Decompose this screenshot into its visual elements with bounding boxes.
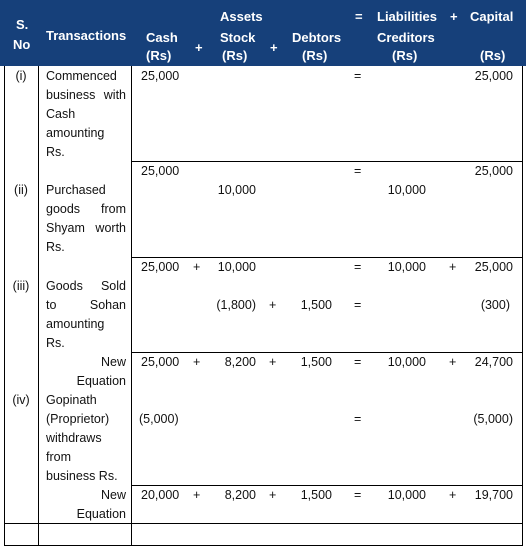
- equals-sign: =: [354, 412, 362, 426]
- row-number: (i): [15, 69, 27, 83]
- header-plus-stock: +: [195, 40, 203, 55]
- header-plus: +: [450, 9, 458, 24]
- plus-sign: +: [193, 488, 201, 502]
- new-equation-label: New Equation: [76, 355, 126, 388]
- plus-sign: +: [269, 488, 277, 502]
- row-number: (ii): [14, 183, 28, 197]
- capital-cell: 25,000: [474, 69, 513, 83]
- header-stock: Stock: [220, 30, 256, 45]
- equals-sign: =: [354, 164, 362, 178]
- header-cash-rs: (Rs): [146, 48, 172, 63]
- creditors-cell: 10,000: [387, 355, 426, 369]
- cash-cell: 25,000: [141, 260, 180, 274]
- header-plus-debtors: +: [270, 40, 278, 55]
- capital-cell: (5,000): [473, 412, 513, 426]
- plus-sign: +: [193, 260, 201, 274]
- header-debtors: Debtors: [292, 30, 342, 45]
- debtors-cell: 1,500: [300, 298, 332, 312]
- header-transactions: Transactions: [46, 28, 127, 43]
- plus-sign: +: [193, 355, 201, 369]
- header-creditors: Creditors: [377, 30, 435, 45]
- creditors-cell: 10,000: [387, 260, 426, 274]
- grid-line: [522, 66, 523, 545]
- transaction-text: Gopinath (Proprietor) withdraws from business Rs.: [46, 393, 118, 483]
- plus-sign: +: [269, 298, 277, 312]
- capital-cell: (300): [480, 298, 510, 312]
- plus-sign: +: [449, 488, 457, 502]
- header-capital-rs: (Rs): [480, 48, 506, 63]
- header-liabilities: Liabilities: [377, 9, 437, 24]
- plus-sign: +: [449, 355, 457, 369]
- header-cash: Cash: [146, 30, 178, 45]
- creditors-cell: 10,000: [387, 488, 426, 502]
- equals-sign: =: [354, 260, 362, 274]
- stock-cell: 10,000: [217, 183, 256, 197]
- header-sno-line1: S.: [16, 17, 29, 32]
- header-sno-line2: No: [13, 37, 31, 52]
- header-stock-rs: (Rs): [222, 48, 248, 63]
- cash-cell: (5,000): [139, 412, 179, 426]
- stock-cell: 10,000: [217, 260, 256, 274]
- header-equals: =: [355, 9, 363, 24]
- cash-cell: 25,000: [141, 164, 180, 178]
- capital-cell: 19,700: [474, 488, 513, 502]
- plus-sign: +: [269, 355, 277, 369]
- header-creditors-rs: (Rs): [392, 48, 418, 63]
- cash-cell: 20,000: [141, 488, 180, 502]
- header-debtors-rs: (Rs): [302, 48, 328, 63]
- grid-line: [38, 66, 39, 545]
- row-number: (iii): [12, 279, 30, 293]
- cash-cell: 25,000: [141, 69, 180, 83]
- capital-cell: 24,700: [474, 355, 513, 369]
- transaction-text: Goods Sold to Sohan amounting Rs.: [46, 279, 126, 350]
- capital-cell: 25,000: [474, 260, 513, 274]
- grid-line: [4, 545, 523, 546]
- equals-sign: =: [354, 488, 362, 502]
- equals-sign: =: [354, 298, 362, 312]
- capital-cell: 25,000: [474, 164, 513, 178]
- cash-cell: 25,000: [141, 355, 180, 369]
- transaction-text: Purchased goods from Shyam worth Rs.: [46, 183, 126, 254]
- header-capital: Capital: [470, 9, 514, 24]
- plus-sign: +: [449, 260, 457, 274]
- equals-sign: =: [354, 355, 362, 369]
- debtors-cell: 1,500: [300, 355, 332, 369]
- row-number: (iv): [12, 393, 30, 407]
- grid-line: [4, 66, 5, 545]
- stock-cell: 8,200: [224, 355, 256, 369]
- debtors-cell: 1,500: [300, 488, 332, 502]
- new-equation-label: New Equation: [76, 488, 126, 521]
- creditors-cell: 10,000: [387, 183, 426, 197]
- equals-sign: =: [354, 69, 362, 83]
- grid-line: [131, 66, 132, 545]
- transaction-text: Commenced business with Cash amounting Rs.: [46, 69, 126, 159]
- stock-cell: 8,200: [224, 488, 256, 502]
- stock-cell: (1,800): [216, 298, 256, 312]
- header-assets: Assets: [220, 9, 263, 24]
